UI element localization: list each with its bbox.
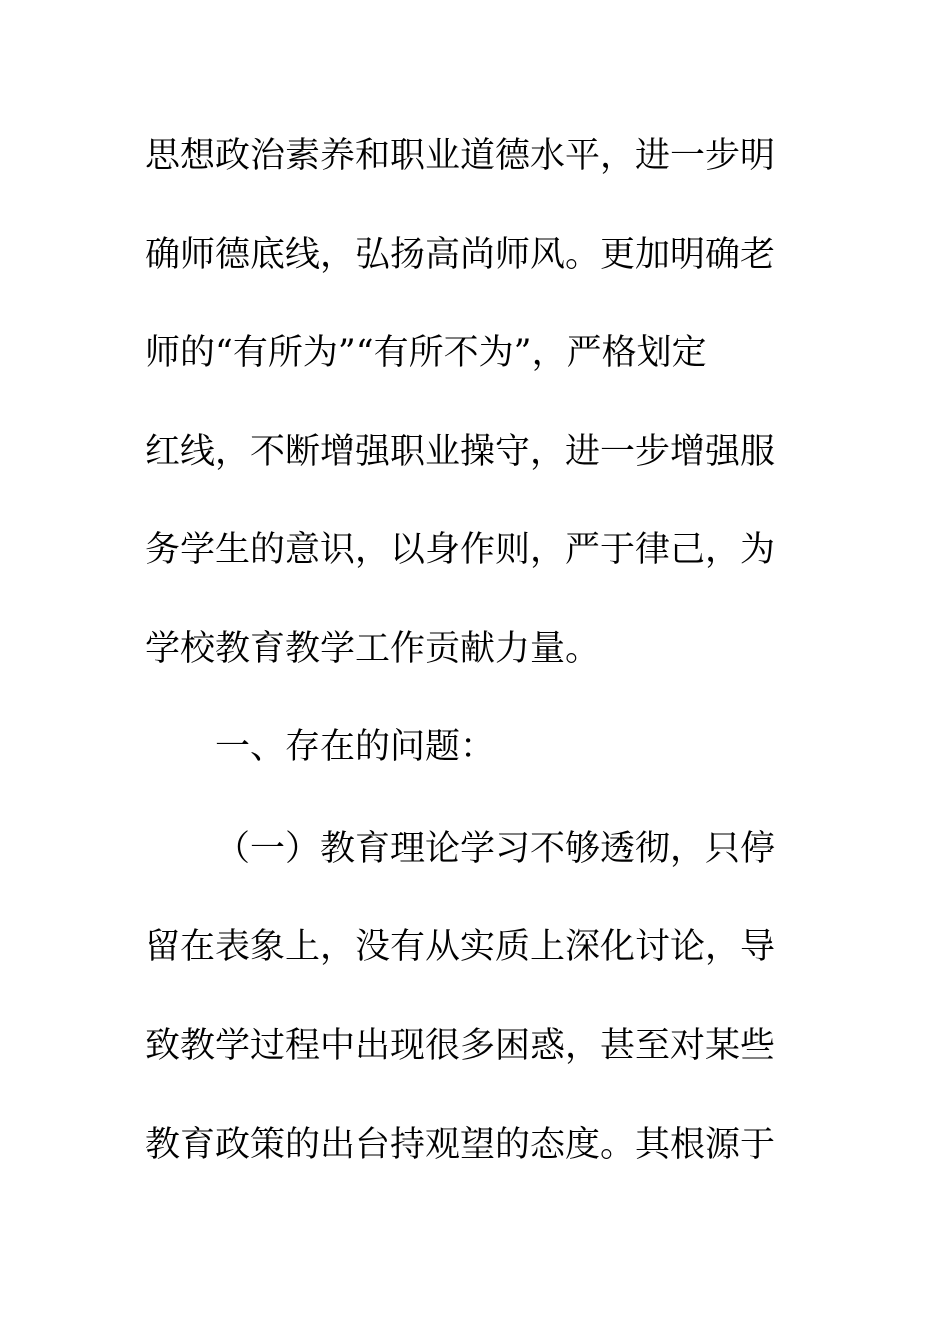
body-text-line: 务学生的意识，以身作则，严于律己，为 [145, 530, 776, 570]
body-text-line: 学校教育教学工作贡献力量。 [145, 629, 601, 669]
subsection-text-line: （一）教育理论学习不够透彻，只停 [215, 829, 776, 869]
body-text-line: 红线，不断增强职业操守，进一步增强服 [145, 432, 776, 472]
section-heading: 一、存在的问题： [215, 727, 496, 767]
body-text-line: 确师德底线，弘扬高尚师风。更加明确老 [145, 235, 776, 275]
body-text-line: 留在表象上，没有从实质上深化讨论，导 [145, 927, 776, 967]
body-text-line: 教育政策的出台持观望的态度。其根源于 [145, 1125, 776, 1165]
body-text-line: 师的“有所为”“有所不为”，严格划定 [145, 333, 707, 373]
body-text-line: 致教学过程中出现很多困惑，甚至对某些 [145, 1026, 776, 1066]
body-text-line: 思想政治素养和职业道德水平，进一步明 [145, 136, 776, 176]
